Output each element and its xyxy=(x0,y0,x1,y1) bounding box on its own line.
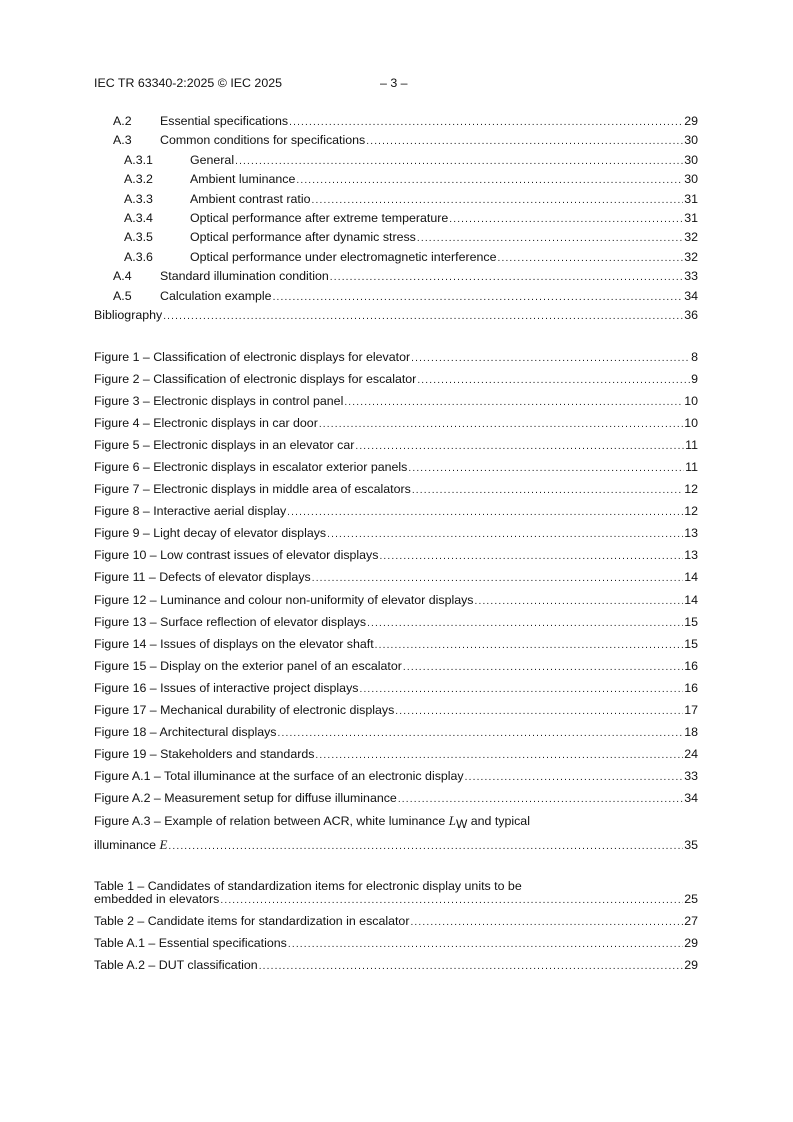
figure-entry-page: 11 xyxy=(685,438,698,452)
figure-entry-title: Figure 11 – Defects of elevator displays xyxy=(94,570,311,584)
toc-entry-number: A.3.5 xyxy=(124,230,153,245)
toc-entry-title: Optical performance under electromagnetic interference xyxy=(190,249,497,264)
dot-leader xyxy=(417,231,683,246)
dot-leader xyxy=(412,483,683,498)
figure-entry[interactable] xyxy=(94,613,698,635)
figure-entry-page: 12 xyxy=(684,482,698,496)
figure-entry-page: 13 xyxy=(684,548,698,562)
dot-leader xyxy=(289,115,683,130)
table-1-line2-text: embedded in elevators xyxy=(94,892,220,906)
figure-entry-title: Figure 16 – Issues of interactive project displays xyxy=(94,681,359,695)
dot-leader xyxy=(410,915,683,930)
toc-entry[interactable] xyxy=(94,170,698,189)
table-entry[interactable] xyxy=(94,912,698,934)
figure-entry-title: Figure 17 – Mechanical durability of electronic displays xyxy=(94,703,395,717)
toc-entry-number: A.2 xyxy=(113,114,132,128)
toc-entry-number: A.5 xyxy=(113,288,132,303)
toc-entry-title: Ambient contrast ratio xyxy=(190,191,311,206)
figure-entry[interactable] xyxy=(94,480,698,502)
dot-leader xyxy=(403,660,683,675)
table-entry-title: Table A.2 – DUT classification xyxy=(94,958,258,972)
figure-entry-title: Figure 5 – Electronic displays in an elevator car xyxy=(94,438,355,452)
dot-leader xyxy=(312,571,683,586)
figure-entry-title: Figure 1 – Classification of electronic displays for elevator xyxy=(94,350,411,364)
figure-entry-page: 15 xyxy=(684,615,698,629)
figure-entry-page: 35 xyxy=(684,838,698,852)
figure-entry-title: Figure 13 – Surface reflection of elevator displays xyxy=(94,615,367,629)
toc-entry[interactable] xyxy=(94,209,698,228)
dot-leader xyxy=(319,417,683,432)
toc-entry-title: Essential specifications xyxy=(160,114,289,128)
figure-entry-a3[interactable] xyxy=(94,811,698,854)
toc-entry-title: Optical performance after extreme temperature xyxy=(190,210,449,225)
table-entry-title: Table A.1 – Essential specifications xyxy=(94,936,287,950)
list-of-tables xyxy=(94,878,698,978)
toc-entry-number: A.3.4 xyxy=(124,210,153,225)
figure-entry[interactable] xyxy=(94,568,698,590)
toc-entry-bibliography[interactable] xyxy=(94,306,698,325)
dot-leader xyxy=(449,212,683,227)
figure-entry[interactable] xyxy=(94,370,698,392)
toc-entry-page: 31 xyxy=(684,210,698,225)
toc-entry-page: 29 xyxy=(684,114,698,128)
figure-entry[interactable] xyxy=(94,348,698,370)
toc-entry[interactable] xyxy=(94,151,698,170)
figure-entry-title: Figure 2 – Classification of electronic displays for escalator xyxy=(94,372,417,386)
figure-entry-title: Figure 6 – Electronic displays in escalator exterior panels xyxy=(94,460,408,474)
toc-entry-page: 33 xyxy=(684,269,698,284)
figure-entry[interactable] xyxy=(94,502,698,524)
dot-leader xyxy=(417,373,690,388)
document-reference: IEC TR 63340-2:2025 © IEC 2025 xyxy=(94,76,282,90)
figure-entry-title: Figure 19 – Stakeholders and standards xyxy=(94,747,315,761)
figure-entry-page: 14 xyxy=(684,570,698,584)
figure-entry-title: Figure 12 – Luminance and colour non-uniformity of elevator displays xyxy=(94,593,474,607)
table-entry-page: 27 xyxy=(684,914,698,928)
figure-entry-page: 9 xyxy=(691,372,698,386)
dot-leader xyxy=(408,461,684,476)
figure-entry[interactable] xyxy=(94,590,698,613)
dot-leader xyxy=(168,839,683,854)
toc-entry-page: 32 xyxy=(684,230,698,245)
figure-entry-title: Figure 3 – Electronic displays in control panel xyxy=(94,394,344,408)
table-entry[interactable] xyxy=(94,956,698,978)
dot-leader xyxy=(411,351,690,366)
toc-sections xyxy=(94,112,698,325)
figure-a3-line2 xyxy=(94,837,698,854)
toc-entry-page: 32 xyxy=(684,249,698,264)
figure-entry-page: 16 xyxy=(684,681,698,695)
toc-entry-page: 34 xyxy=(684,288,698,303)
figure-entry-title: Figure A.2 – Measurement setup for diffuse illuminance xyxy=(94,791,397,805)
toc-entry-number: A.3.2 xyxy=(124,172,153,187)
figure-entry[interactable] xyxy=(94,723,698,745)
figure-entry-title: Figure 9 – Light decay of elevator displays xyxy=(94,526,327,540)
toc-entry-page: 31 xyxy=(684,191,698,206)
symbol-w-subscript: W xyxy=(455,817,468,831)
figure-entry-title: Figure 10 – Low contrast issues of elevator displays xyxy=(94,548,379,562)
symbol-l: L xyxy=(448,813,456,828)
figure-entry-title: Figure 14 – Issues of displays on the elevator shaft xyxy=(94,637,374,651)
table-entry-page: 25 xyxy=(684,892,698,906)
figure-entry-page: 13 xyxy=(684,526,698,540)
toc-entry-page: 30 xyxy=(684,172,698,187)
toc-entry[interactable] xyxy=(94,287,698,306)
toc-entry[interactable] xyxy=(94,190,698,209)
toc-entry-page: 30 xyxy=(684,133,698,148)
dot-leader xyxy=(273,290,684,305)
dot-leader xyxy=(475,594,684,609)
figure-entry[interactable] xyxy=(94,635,698,657)
figure-entry-page: 8 xyxy=(691,350,698,364)
toc-entry[interactable] xyxy=(94,248,698,267)
dot-leader xyxy=(375,638,684,653)
figure-entry[interactable] xyxy=(94,745,698,767)
dot-leader xyxy=(278,726,684,741)
toc-entry[interactable] xyxy=(94,267,698,286)
dot-leader xyxy=(235,154,683,169)
dot-leader xyxy=(465,770,684,785)
table-entry-1[interactable] xyxy=(94,878,698,912)
figure-entry-title: Figure 15 – Display on the exterior panel of an escalator xyxy=(94,659,402,673)
figure-entry[interactable] xyxy=(94,392,698,414)
dot-leader xyxy=(330,270,683,285)
figure-entry-page: 17 xyxy=(684,703,698,717)
table-entry-title: Table 2 – Candidate items for standardization in escalator xyxy=(94,914,410,928)
figure-entry-title: Figure A.1 – Total illuminance at the surface of an electronic display xyxy=(94,769,464,783)
figure-entry[interactable] xyxy=(94,767,698,789)
figure-entry[interactable] xyxy=(94,657,698,679)
dot-leader xyxy=(327,527,683,542)
dot-leader xyxy=(379,549,683,564)
figure-entry-page: 33 xyxy=(684,769,698,783)
figure-entry[interactable] xyxy=(94,414,698,436)
table-entry-page: 29 xyxy=(684,958,698,972)
figure-entry[interactable] xyxy=(94,789,698,811)
dot-leader xyxy=(366,134,683,149)
dot-leader xyxy=(296,173,683,188)
toc-entry-title: Calculation example xyxy=(160,288,272,303)
dot-leader xyxy=(163,309,683,324)
dot-leader xyxy=(220,894,683,907)
dot-leader xyxy=(312,193,684,208)
figure-entry-page: 18 xyxy=(684,725,698,739)
figure-a3-line2-prefix: illuminance xyxy=(94,838,160,852)
figure-entry-page: 16 xyxy=(684,659,698,673)
dot-leader xyxy=(315,748,683,763)
toc-entry-title: Common conditions for specifications xyxy=(160,133,366,148)
dot-leader xyxy=(367,616,683,631)
dot-leader xyxy=(395,704,683,719)
figure-entry-title: Figure 4 – Electronic displays in car door xyxy=(94,416,318,430)
figure-entry-page: 24 xyxy=(684,747,698,761)
figure-a3-text: Figure A.3 – Example of relation between ACR, white luminance xyxy=(94,814,449,828)
dot-leader xyxy=(359,682,683,697)
figure-entry[interactable] xyxy=(94,546,698,568)
luminance-symbol xyxy=(448,813,468,831)
figure-entry-title: Figure 8 – Interactive aerial display xyxy=(94,504,287,518)
figure-entry-page: 34 xyxy=(684,791,698,805)
dot-leader xyxy=(287,505,683,520)
dot-leader xyxy=(288,937,683,952)
figure-a3-text-suffix: and typical xyxy=(467,814,530,828)
list-of-figures xyxy=(94,348,698,854)
toc-entry[interactable] xyxy=(94,228,698,247)
toc-entry-title: Ambient luminance xyxy=(190,172,296,187)
figure-entry-page: 11 xyxy=(685,460,698,474)
table-entry-page: 29 xyxy=(684,936,698,950)
figure-entry-title: Figure 18 – Architectural displays xyxy=(94,725,277,739)
figure-entry-page: 10 xyxy=(684,416,698,430)
dot-leader xyxy=(355,439,684,454)
dot-leader xyxy=(398,792,683,807)
toc-entry-title: General xyxy=(190,152,235,167)
toc-entry[interactable] xyxy=(94,131,698,150)
figure-entry[interactable] xyxy=(94,524,698,546)
toc-entry-number: A.3.6 xyxy=(124,249,153,264)
figure-entry[interactable] xyxy=(94,458,698,480)
table-1-line1: Table 1 – Candidates of standardization items for electronic display units to be xyxy=(94,879,522,893)
figure-a3-line2-text xyxy=(94,837,167,853)
page-number: – 3 – xyxy=(380,76,408,90)
figure-entry[interactable] xyxy=(94,436,698,458)
figure-entry-page: 14 xyxy=(684,593,698,607)
dot-leader xyxy=(497,251,683,266)
page-header xyxy=(94,76,408,90)
toc-entry-page: 30 xyxy=(684,152,698,167)
dot-leader xyxy=(344,395,683,410)
toc-entry[interactable] xyxy=(94,112,698,131)
toc-entry-number: A.3.3 xyxy=(124,191,153,206)
toc-entry-number: A.4 xyxy=(113,269,132,284)
figure-entry-title: Figure 7 – Electronic displays in middle area of escalators xyxy=(94,482,411,496)
figure-a3-line1 xyxy=(94,811,698,832)
figure-entry-page: 12 xyxy=(684,504,698,518)
table-1-line2 xyxy=(94,893,698,907)
toc-entry-page: 36 xyxy=(684,307,698,322)
toc-entry-number: A.3.1 xyxy=(124,152,153,167)
toc-entry-title: Standard illumination condition xyxy=(160,269,329,284)
toc-entry-title: Bibliography xyxy=(94,307,163,322)
toc-entry-number: A.3 xyxy=(113,133,132,148)
figure-entry[interactable] xyxy=(94,701,698,723)
table-entry[interactable] xyxy=(94,934,698,956)
illuminance-symbol: E xyxy=(159,837,168,852)
dot-leader xyxy=(259,959,684,974)
figure-entry-page: 10 xyxy=(684,394,698,408)
figure-entry[interactable] xyxy=(94,679,698,701)
figure-entry-page: 15 xyxy=(684,637,698,651)
toc-entry-title: Optical performance after dynamic stress xyxy=(190,230,416,245)
